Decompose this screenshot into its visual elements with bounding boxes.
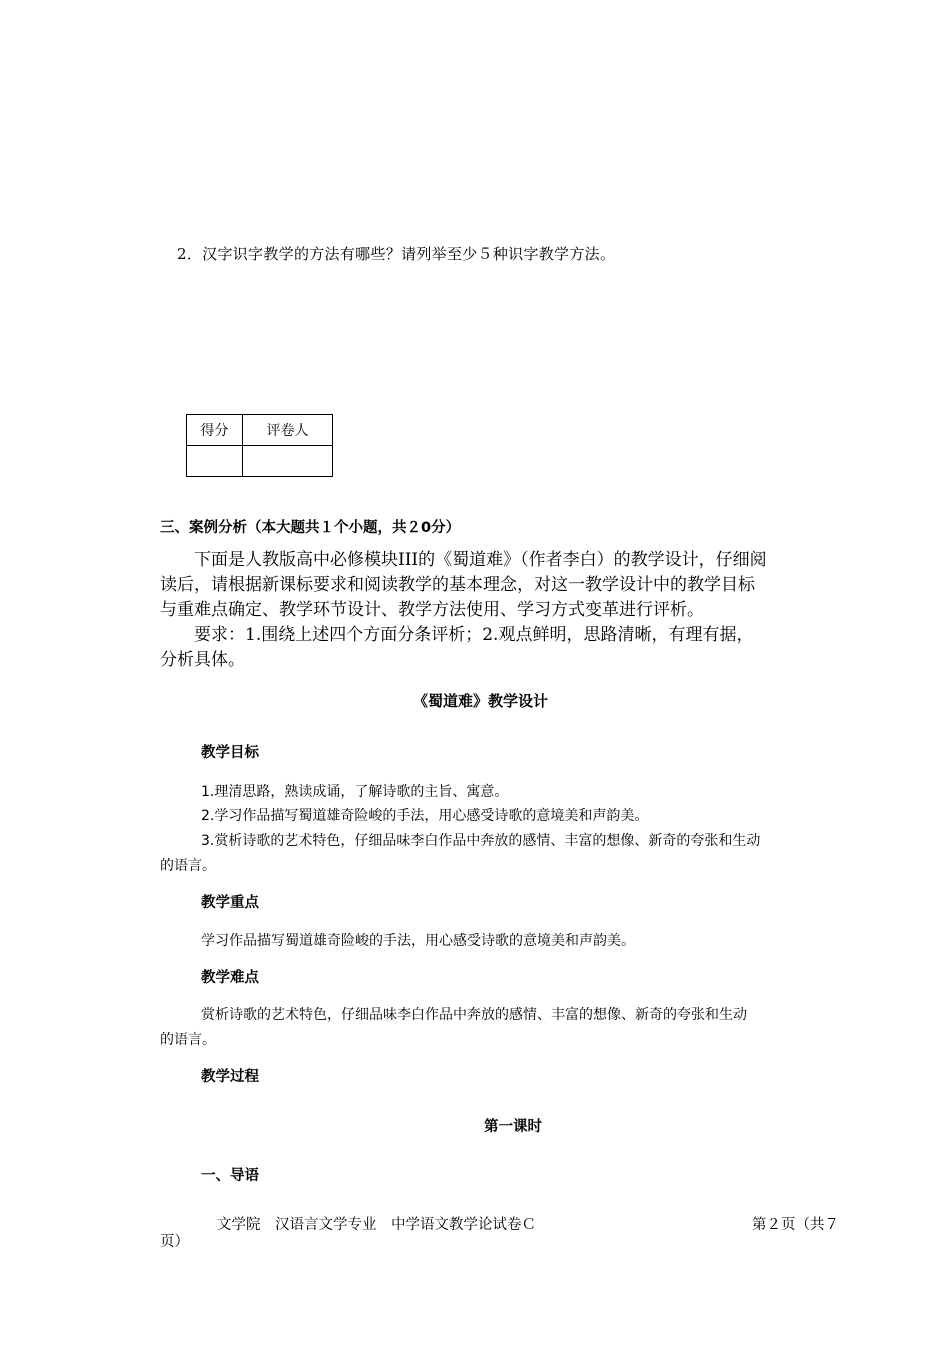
footer-page-wrap: 页） [160,1234,189,1250]
key-points-text: 学习作品描写蜀道雄奇险峻的手法，用心感受诗歌的意境美和声韵美。 [201,933,635,949]
case-line-1: 下面是人教版高中必修模块III的《蜀道难》（作者李白）的教学设计，仔细阅 [194,550,767,570]
goal-3-line-1: 3.赏析诗歌的艺术特色，仔细品味李白作品中奔放的感情、丰富的想像、新奇的夸张和生动 [201,833,761,849]
requirement-line-1: 要求：1.围绕上述四个方面分条评析；2.观点鲜明，思路清晰，有理有据， [194,625,754,645]
section-3-title: 三、案例分析（本大题共１个小题，共２0分） [160,520,461,536]
difficult-points-heading: 教学难点 [201,970,259,986]
goal-2: 2.学习作品描写蜀道雄奇险峻的手法，用心感受诗歌的意境美和声韵美。 [201,808,649,824]
requirement-line-2: 分析具体。 [160,650,245,670]
goal-1: 1.理清思路，熟读成诵，了解诗歌的主旨、寓意。 [201,784,509,800]
intro-heading: 一、导语 [201,1168,259,1184]
goal-3-line-2: 的语言。 [160,858,216,874]
score-table [186,414,333,477]
difficult-points-line-1: 赏析诗歌的艺术特色，仔细品味李白作品中奔放的感情、丰富的想像、新奇的夸张和生动 [201,1007,747,1023]
grader-cell [243,446,333,477]
question-2: 2．汉字识字教学的方法有哪些？请列举至少５种识字教学方法。 [177,245,616,263]
footer-page-number: 第２页（共７ [752,1217,839,1233]
case-line-3: 与重难点确定、教学环节设计、教学方法使用、学习方式变革进行评析。 [160,600,704,620]
difficult-points-line-2: 的语言。 [160,1032,216,1048]
design-title: 《蜀道难》教学设计 [413,692,549,710]
score-cell [187,446,243,477]
process-heading: 教学过程 [201,1069,259,1085]
footer-left: 文学院 汉语言文学专业 中学语文教学论试卷Ｃ [217,1217,536,1233]
score-header: 得分 [187,415,243,446]
key-points-heading: 教学重点 [201,895,259,911]
goals-heading: 教学目标 [201,745,259,761]
grader-header: 评卷人 [243,415,333,446]
case-line-2: 读后，请根据新课标要求和阅读教学的基本理念，对这一教学设计中的教学目标 [160,575,755,595]
case-description [160,548,840,673]
lesson-1-heading: 第一课时 [484,1119,542,1135]
